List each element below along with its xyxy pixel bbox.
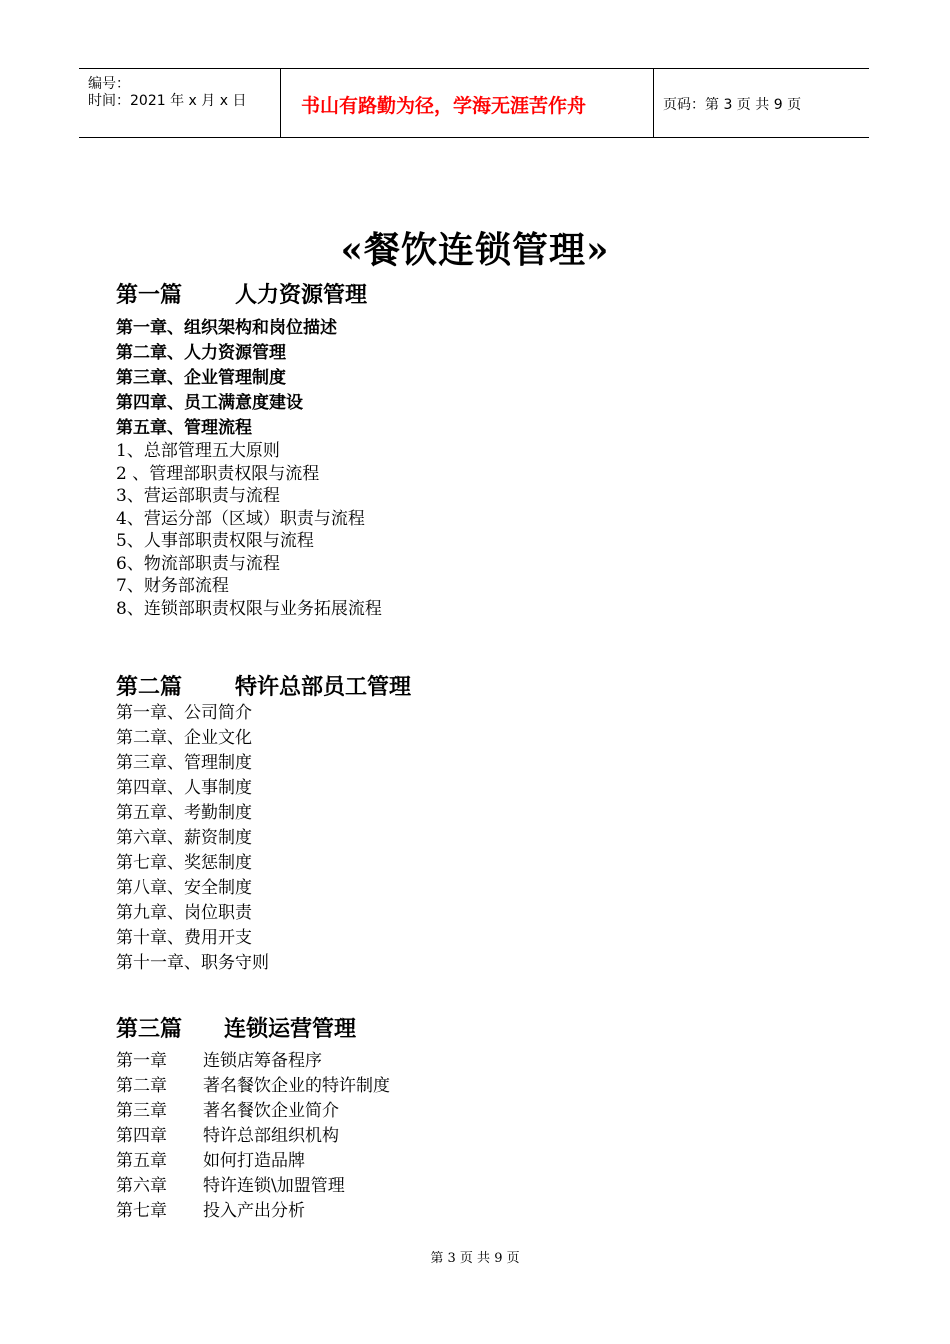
- motto-text: 书山有路勤为径，学海无涯苦作舟: [301, 95, 587, 117]
- header-motto-cell: [281, 69, 654, 137]
- list-item: 第十章、费用开支: [116, 928, 252, 948]
- list-item: 第七章、奖惩制度: [116, 853, 252, 873]
- chapter-title: 连锁店筹备程序: [203, 1051, 322, 1071]
- list-item: 第五章、考勤制度: [116, 803, 252, 823]
- time-label: 时间：2021 年 x 月 x 日: [88, 93, 247, 109]
- chapter-number: 第七章: [116, 1201, 167, 1221]
- list-item: 第二章、人力资源管理: [116, 343, 286, 363]
- part1-label: 第一篇: [116, 283, 183, 308]
- part1-chapter-list: [116, 316, 337, 441]
- chapter-title: 著名餐饮企业的特许制度: [203, 1076, 390, 1096]
- chapter-number: 第二章: [116, 1076, 167, 1096]
- list-item: 第十一章、职务守则: [116, 953, 269, 973]
- part3-label: 第三篇: [116, 1017, 183, 1042]
- part1-name: 人力资源管理: [235, 283, 368, 308]
- chapter-title: 著名餐饮企业简介: [203, 1101, 339, 1121]
- list-item: 2 、管理部职责权限与流程: [116, 463, 320, 484]
- chapter-number: 第一章: [116, 1051, 167, 1071]
- part1-heading: [116, 278, 367, 309]
- page-footer: 第 3 页 共 9 页: [430, 1251, 520, 1266]
- list-item: 第八章、安全制度: [116, 878, 252, 898]
- part2-heading: [116, 670, 411, 701]
- list-item: 第六章、薪资制度: [116, 828, 252, 848]
- list-item: [116, 1199, 390, 1224]
- header-info-cell: [79, 69, 281, 137]
- chapter-number: 第五章: [116, 1151, 167, 1171]
- list-item: 第三章、企业管理制度: [116, 368, 286, 388]
- part3-chapter-list: [116, 1049, 390, 1224]
- header-page-cell: [654, 69, 869, 137]
- document-title: «餐饮连锁管理»: [340, 229, 610, 271]
- list-item: [116, 1149, 390, 1174]
- page-info: 页码：第 3 页 共 9 页: [663, 97, 802, 113]
- list-item: [116, 1074, 390, 1099]
- list-item: 第九章、岗位职责: [116, 903, 252, 923]
- list-item: 第四章、员工满意度建设: [116, 393, 303, 413]
- list-item: 第二章、企业文化: [116, 728, 252, 748]
- list-item: 6、物流部职责与流程: [116, 553, 280, 574]
- part3-heading: [116, 1012, 356, 1043]
- list-item: [116, 1049, 390, 1074]
- list-item: [116, 1174, 390, 1199]
- chapter-title: 投入产出分析: [203, 1201, 305, 1221]
- list-item: [116, 1099, 390, 1124]
- chapter-title: 特许连锁\加盟管理: [203, 1176, 345, 1196]
- part2-label: 第二篇: [116, 675, 183, 700]
- list-item: 3、营运部职责与流程: [116, 486, 280, 506]
- list-item: [116, 1124, 390, 1149]
- list-item: 第一章、公司简介: [116, 703, 252, 723]
- part1-item-list: [116, 440, 382, 620]
- chapter-title: 如何打造品牌: [203, 1151, 305, 1171]
- part2-chapter-list: [116, 701, 269, 976]
- list-item: 5、人事部职责权限与流程: [116, 531, 314, 551]
- part3-name: 连锁运营管理: [224, 1017, 357, 1042]
- list-item: 第四章、人事制度: [116, 778, 252, 798]
- list-item: 8、连锁部职责权限与业务拓展流程: [116, 598, 382, 619]
- chapter-number: 第四章: [116, 1126, 167, 1146]
- part2-name: 特许总部员工管理: [235, 675, 412, 700]
- list-item: 第一章、组织架构和岗位描述: [116, 318, 337, 338]
- list-item: 第三章、管理制度: [116, 753, 252, 773]
- chapter-number: 第三章: [116, 1101, 167, 1121]
- list-item: 7、财务部流程: [116, 576, 229, 596]
- list-item: 1、总部管理五大原则: [116, 441, 280, 461]
- list-item: 第五章、管理流程: [116, 418, 252, 438]
- number-label: 编号：: [88, 76, 130, 92]
- list-item: 4、营运分部（区域）职责与流程: [116, 508, 365, 529]
- chapter-number: 第六章: [116, 1176, 167, 1196]
- page-header: [79, 68, 869, 138]
- chapter-title: 特许总部组织机构: [203, 1126, 339, 1146]
